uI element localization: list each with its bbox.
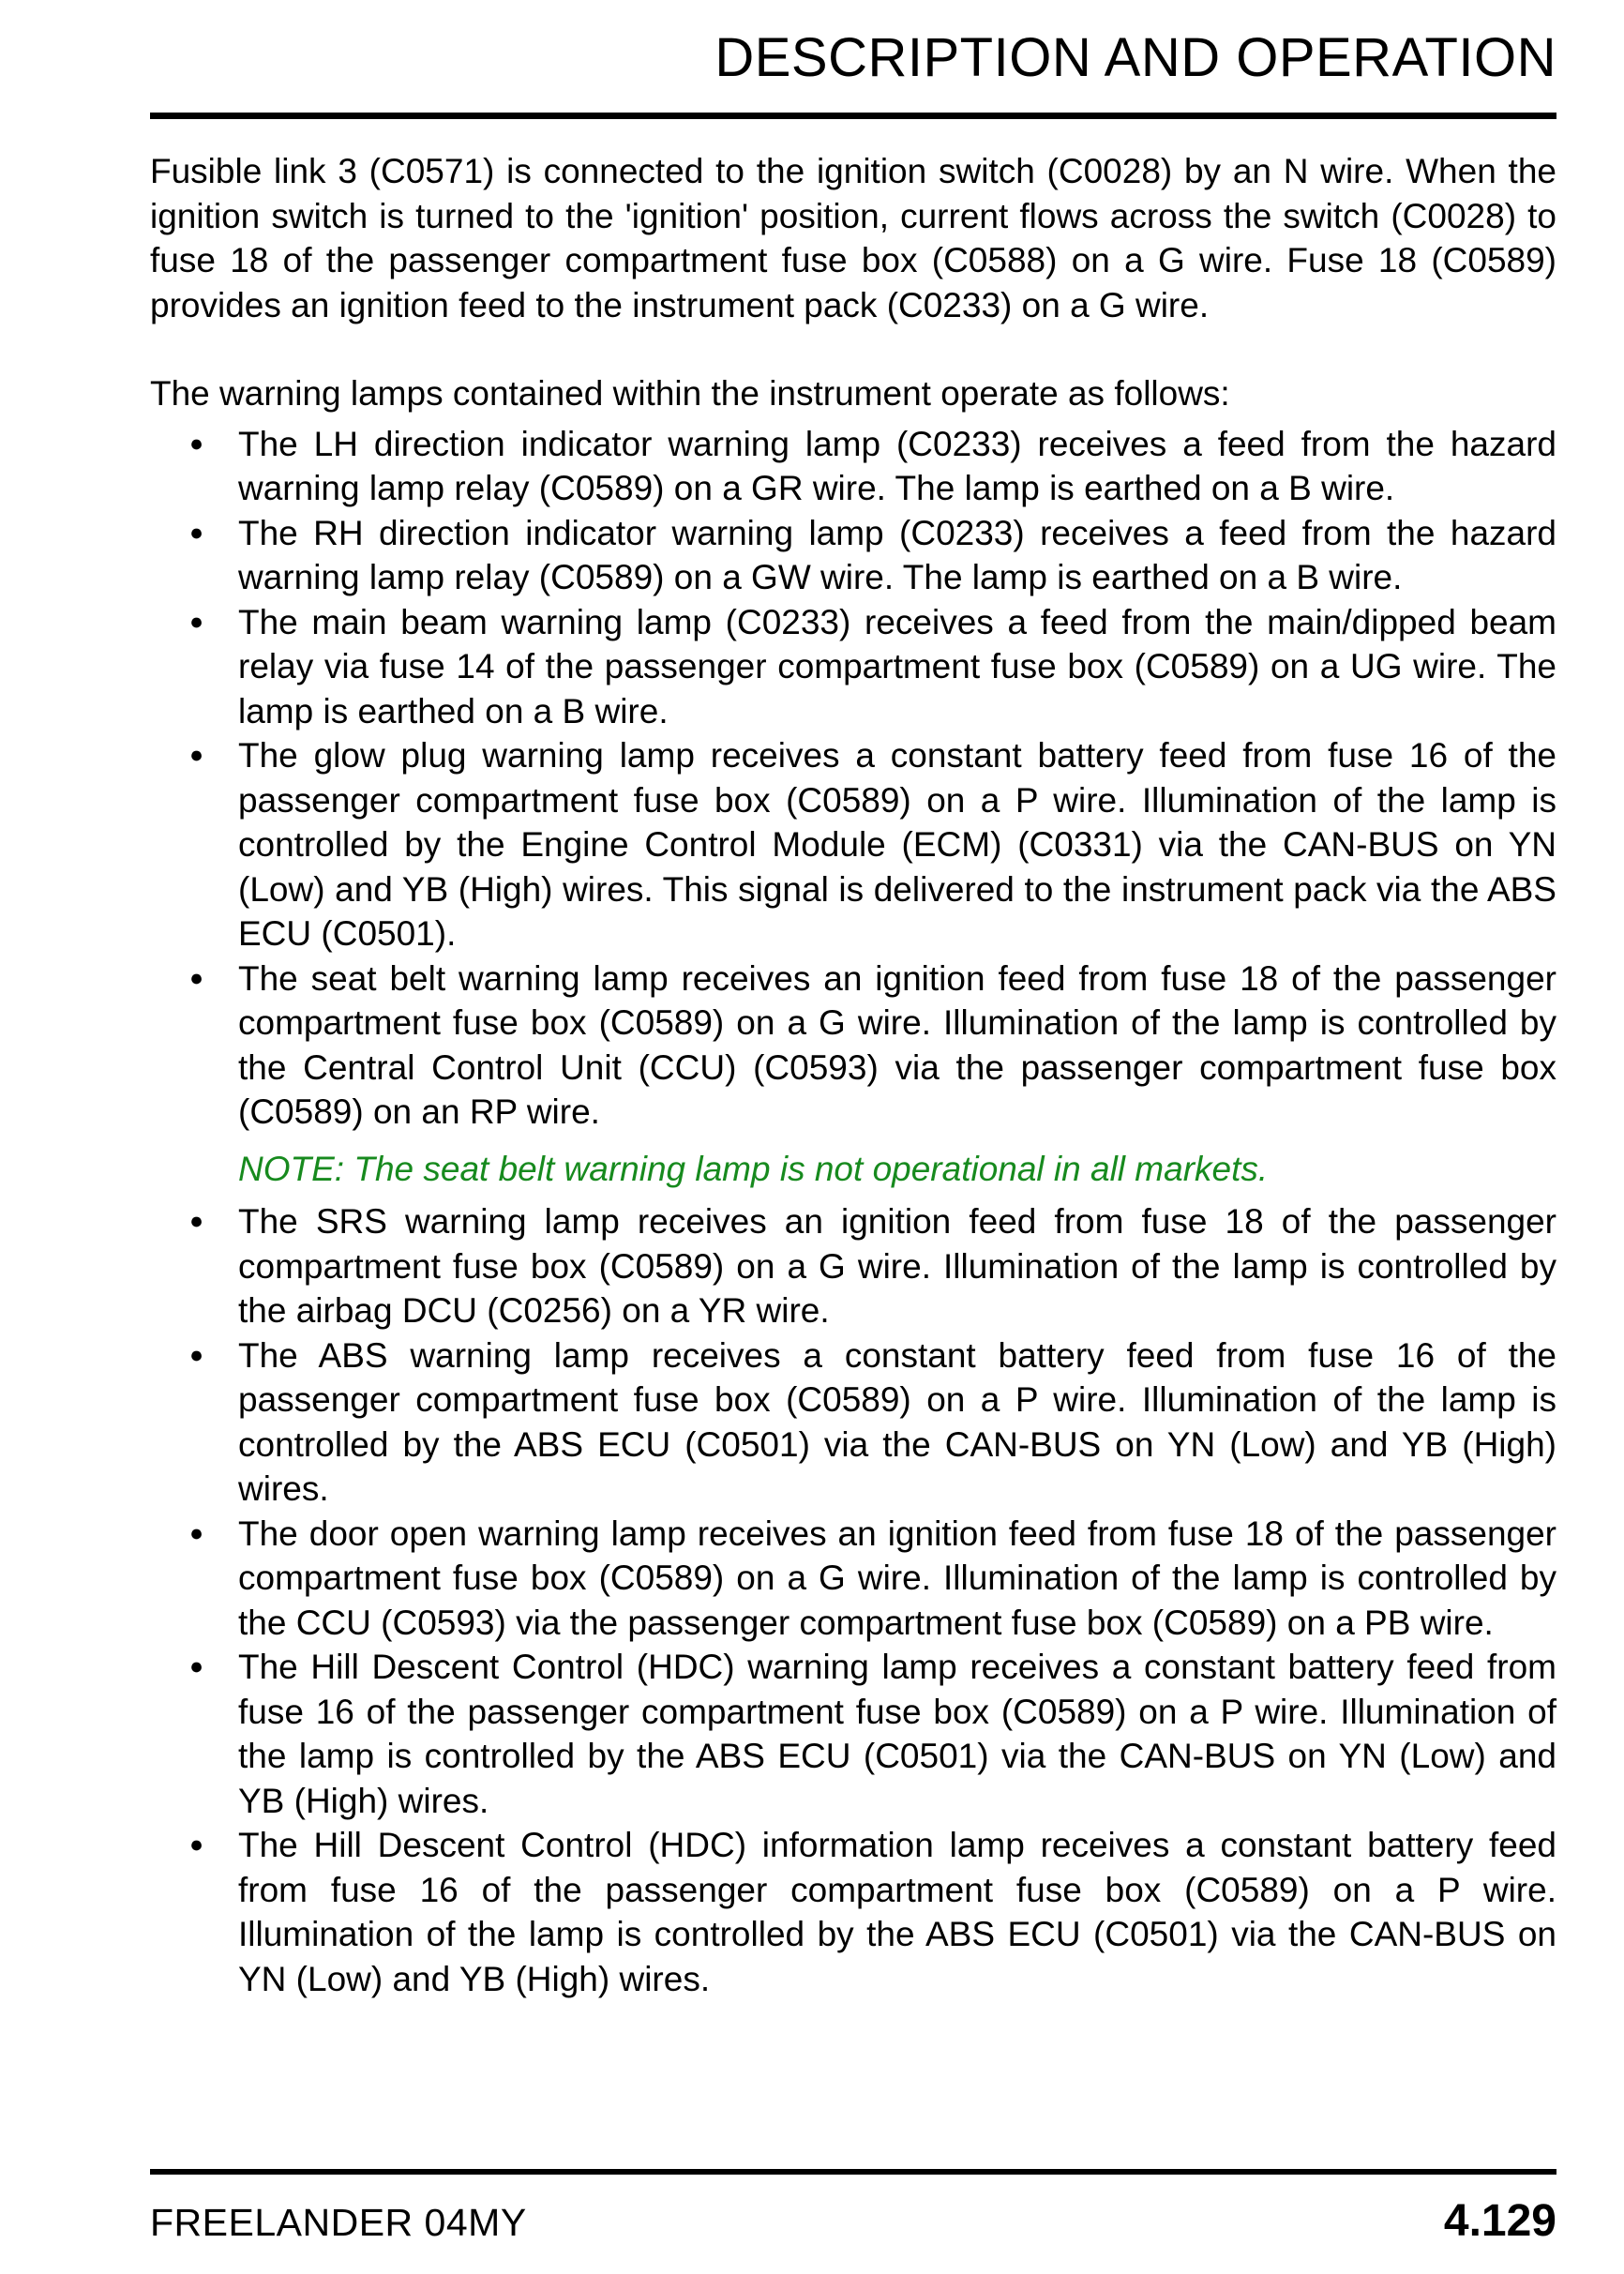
list-item-text: The seat belt warning lamp receives an ignition feed from fuse 18 of the passenger compartment fuse box (C0589) on a G wire. Illumination of the lamp is controlled by the Central Control Unit (CCU) (C0593) via the passenger compartment fuse box (C0589) on an RP wire. (238, 958, 1556, 1131)
list-item-text: The LH direction indicator warning lamp (C0233) receives a feed from the hazard warning lamp relay (C0589) on a GR wire. The lamp is earthed on a B wire. (238, 424, 1556, 507)
footer-model: FREELANDER 04MY (150, 2201, 527, 2244)
list-item (150, 1199, 1556, 1333)
list-item-text: The main beam warning lamp (C0233) receives a feed from the main/dipped beam relay via fuse 14 of the passenger compartment fuse box (C0589) on a UG wire. The lamp is earthed on a B wire. (238, 602, 1556, 730)
bullet-icon: ● (189, 608, 204, 635)
warning-lamp-list (150, 422, 1556, 2002)
page-content (150, 0, 1556, 2001)
footer (150, 2169, 1556, 2247)
list-item (150, 422, 1556, 511)
bullet-icon: ● (189, 1341, 204, 1368)
page-title: DESCRIPTION AND OPERATION (714, 27, 1556, 88)
list-item (150, 1512, 1556, 1646)
list-item (150, 1645, 1556, 1823)
list-item (150, 600, 1556, 734)
intro-paragraph: Fusible link 3 (C0571) is connected to the ignition switch (C0028) by an N wire. When the ignition switch is turned to the 'ignition' position, current flows across the switch (C0028) to fuse 18 of the passenger compartment fuse box (C0588) on a G wire. Fuse 18 (C0589) provides an ignition feed to the instrument pack (C0233) on a G wire. (150, 152, 1556, 324)
bullet-icon: ● (189, 1831, 204, 1858)
list-item (150, 1823, 1556, 2001)
bullet-icon: ● (189, 1519, 204, 1546)
bullet-icon: ● (189, 429, 204, 457)
list-item-text: The glow plug warning lamp receives a constant battery feed from fuse 16 of the passenger compartment fuse box (C0589) on a P wire. Illumination of the lamp is controlled by the Engine Control Module (ECM) (C0331) via the CAN-BUS on YN (Low) and YB (High) wires. This signal is delivered to the instrument pack via the ABS ECU (C0501). (238, 736, 1556, 953)
list-item-text: The RH direction indicator warning lamp (C0233) receives a feed from the hazard warning lamp relay (C0589) on a GW wire. The lamp is earthed on a B wire. (238, 513, 1556, 596)
list-item-text: The door open warning lamp receives an ignition feed from fuse 18 of the passenger compartment fuse box (C0589) on a G wire. Illumination of the lamp is controlled by the CCU (C0593) via the passenger compartment fuse box (C0589) on a PB wire. (238, 1513, 1556, 1642)
note-text: NOTE: The seat belt warning lamp is not operational in all markets. (238, 1149, 1269, 1188)
list-item (150, 733, 1556, 956)
bullet-icon: ● (189, 742, 204, 768)
footer-page-number: 4.129 (1443, 2196, 1556, 2246)
list-item-text: The Hill Descent Control (HDC) warning lamp receives a constant battery feed from fuse 16 of the passenger compartment fuse box (C0589) on a P wire. Illumination of the lamp is controlled by the ABS ECU (C0501) via the CAN-BUS on YN (Low) and YB (High) wires. (238, 1648, 1556, 1820)
bullet-icon: ● (189, 519, 204, 546)
bullet-icon: ● (189, 1208, 204, 1234)
lamps-intro-paragraph: The warning lamps contained within the instrument operate as follows: (150, 374, 1230, 413)
list-item-text: The ABS warning lamp receives a constant battery feed from fuse 16 of the passenger compartment fuse box (C0589) on a P wire. Illumination of the lamp is controlled by the ABS ECU (C0501) via the CAN-BUS on YN (Low) and YB (High) wires. (238, 1335, 1556, 1508)
bullet-icon: ● (189, 964, 204, 991)
list-item (150, 511, 1556, 600)
bullet-icon: ● (189, 1653, 204, 1679)
list-item-text: The Hill Descent Control (HDC) information lamp receives a constant battery feed from fuse 16 of the passenger compartment fuse box (C0589) on a P wire. Illumination of the lamp is controlled by the ABS ECU (C0501) via the CAN-BUS on YN (Low) and YB (High) wires. (238, 1826, 1556, 1998)
list-item-text: The SRS warning lamp receives an ignition feed from fuse 18 of the passenger compartment fuse box (C0589) on a G wire. Illumination of the lamp is controlled by the airbag DCU (C0256) on a YR wire. (238, 1202, 1556, 1330)
list-item (150, 956, 1556, 1135)
list-item (150, 1333, 1556, 1512)
header-rule (150, 113, 1556, 119)
